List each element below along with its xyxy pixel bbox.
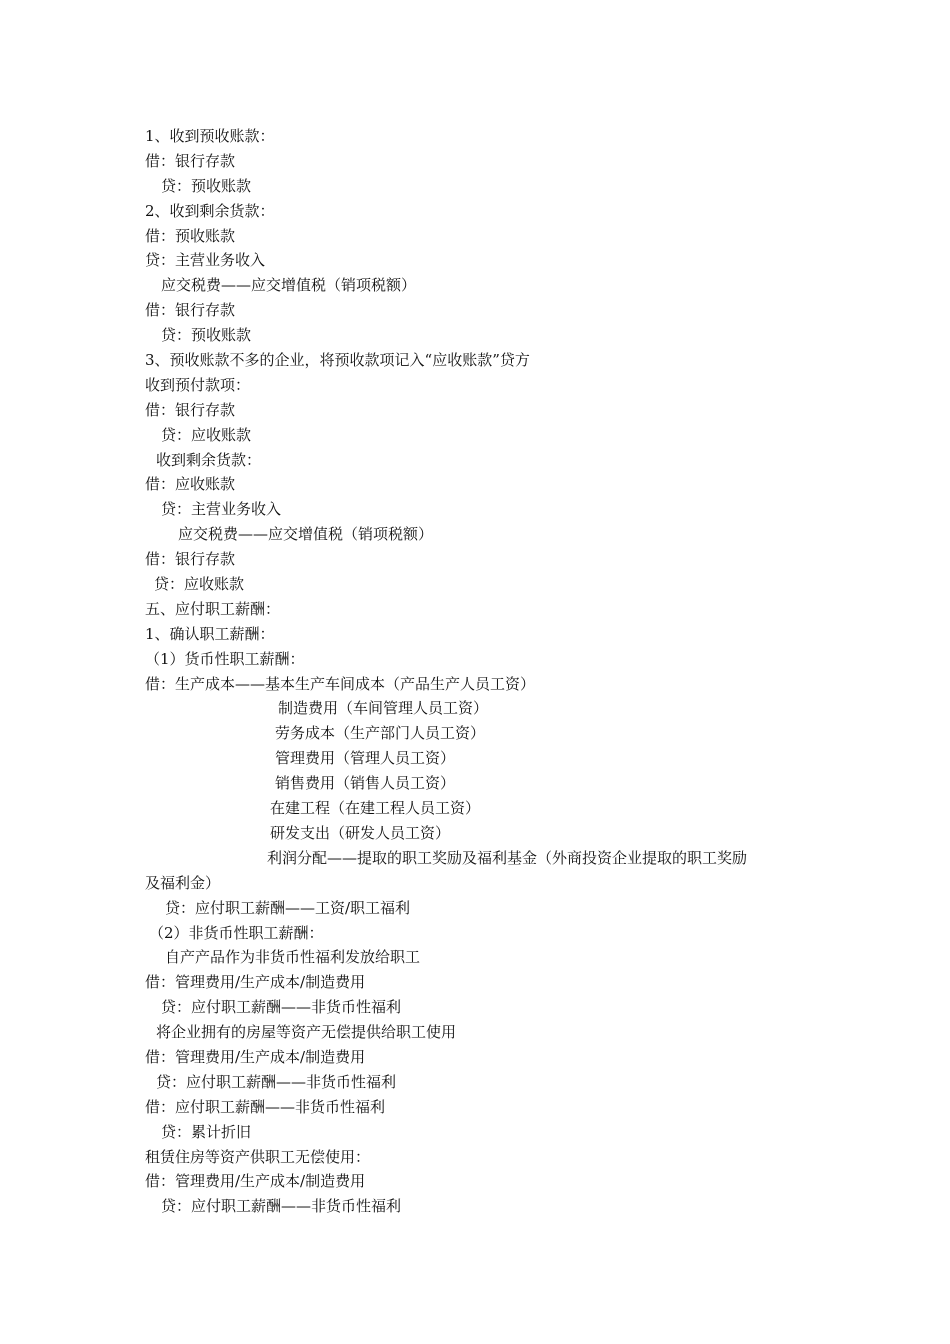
text-line: 1、收到预收账款： [145, 127, 275, 145]
text-line: 利润分配——提取的职工奖励及福利基金（外商投资企业提取的职工奖励 [267, 848, 748, 867]
text-line: 贷：应付职工薪酬——非货币性福利 [156, 1072, 397, 1091]
text-line: 借：银行存款 [145, 151, 236, 170]
text-line: 贷：应收账款 [154, 575, 245, 594]
text-line: 贷：预收账款 [161, 326, 252, 345]
text-line: 贷：主营业务收入 [145, 251, 266, 270]
text-line: 收到剩余货款： [156, 450, 262, 469]
text-line: 贷：应付职工薪酬——非货币性福利 [161, 998, 402, 1017]
text-line: 及福利金） [145, 873, 221, 892]
text-line: 借：应收账款 [145, 475, 236, 494]
text-line: 借：应付职工薪酬——非货币性福利 [145, 1097, 386, 1116]
text-line: 应交税费——应交增值税（销项税额） [161, 276, 417, 295]
text-line: 劳务成本（生产部门人员工资） [275, 724, 486, 743]
text-line: 借：管理费用/生产成本/制造费用 [145, 1047, 366, 1066]
text-line: 制造费用（车间管理人员工资） [278, 699, 489, 718]
text-line: 贷：主营业务收入 [161, 500, 282, 519]
text-line: 借：银行存款 [145, 301, 236, 320]
text-line: 借：生产成本——基本生产车间成本（产品生产人员工资） [145, 674, 536, 693]
text-line: 贷：累计折旧 [161, 1122, 252, 1141]
text-line: 在建工程（在建工程人员工资） [270, 799, 481, 818]
text-line: 研发支出（研发人员工资） [270, 823, 451, 842]
text-line: 管理费用（管理人员工资） [275, 749, 456, 768]
text-line: 贷：预收账款 [161, 176, 252, 195]
text-line: （1）货币性职工薪酬： [145, 649, 305, 668]
text-line: 借：银行存款 [145, 550, 236, 569]
text-line: 贷：应付职工薪酬——非货币性福利 [161, 1197, 402, 1216]
text-line: 收到预付款项： [145, 375, 251, 394]
text-line: 借：管理费用/生产成本/制造费用 [145, 1172, 366, 1191]
text-line: 2、收到剩余货款： [145, 201, 275, 220]
text-line: 1、确认职工薪酬： [145, 624, 275, 643]
text-line: （2）非货币性职工薪酬： [149, 923, 324, 942]
text-line: 借：管理费用/生产成本/制造费用 [145, 973, 366, 992]
text-line: 3、预收账款不多的企业，将预收款项记入“应收账款”贷方 [145, 351, 530, 370]
text-line: 借：预收账款 [145, 226, 236, 245]
text-line: 应交税费——应交增值税（销项税额） [178, 525, 434, 544]
text-line: 将企业拥有的房屋等资产无偿提供给职工使用 [156, 1023, 457, 1042]
document-body [145, 124, 825, 1219]
text-line: 贷：应付职工薪酬——工资/职工福利 [165, 898, 411, 917]
text-line: 销售费用（销售人员工资） [275, 774, 456, 793]
text-line: 五、应付职工薪酬： [145, 599, 281, 618]
text-line: 借：银行存款 [145, 400, 236, 419]
text-line: 自产产品作为非货币性福利发放给职工 [165, 948, 421, 967]
text-line: 租赁住房等资产供职工无偿使用： [145, 1147, 371, 1166]
text-line: 贷：应收账款 [161, 425, 252, 444]
